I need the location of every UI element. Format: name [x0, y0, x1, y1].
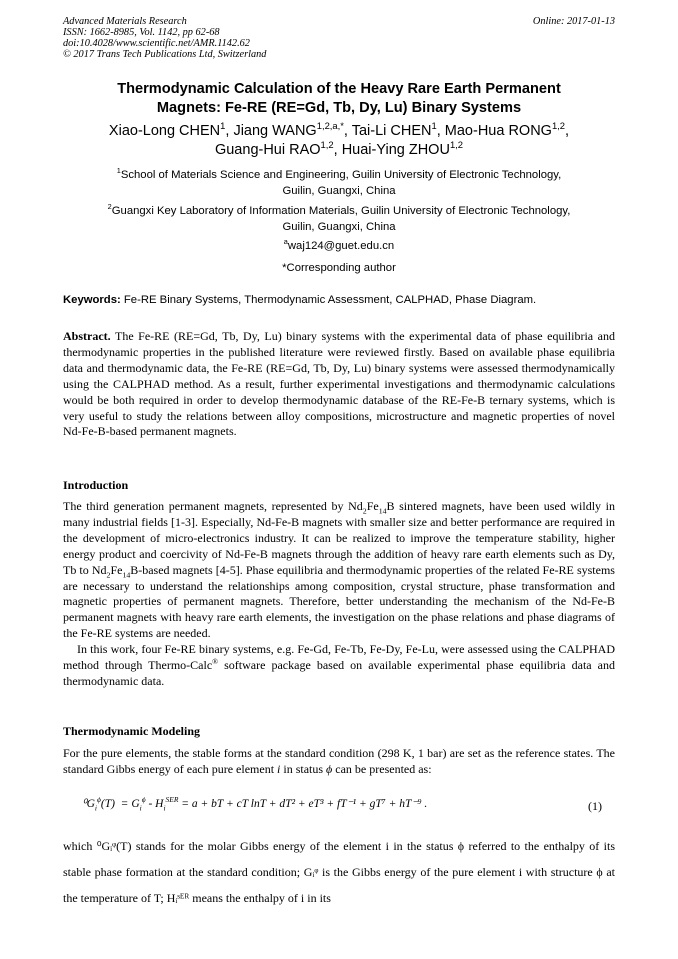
affiliation-line: School of Materials Science and Engineering, Guilin University of Electronic Technology, [120, 169, 562, 181]
intro-paragraph-2: In this work, four Fe-RE binary systems, e.g. Fe-Gd, Fe-Tb, Fe-Dy, Fe-Lu, were assessed using the CALPHAD method through Thermo-Calc® software package based on available experimental phase equilibria data and thermodynamic data. [63, 642, 615, 688]
author-name: Xiao-Long CHEN [108, 123, 221, 139]
author-name: Mao-Hua RONG [444, 123, 552, 139]
keywords [63, 294, 615, 306]
author-sup: 1 [220, 120, 226, 132]
email-address[interactable]: waj124@guet.edu.cn [287, 240, 395, 252]
equation-number: (1) [588, 799, 602, 813]
author-sup: 1 [431, 120, 437, 132]
abstract-text: The Fe-RE (RE=Gd, Tb, Dy, Lu) binary systems with the experimental data of phase equilibria and thermodynamic properties in the published literature were reviewed firstly. Based on available phase equilibria data and thermodynamic data, the Fe-RE (RE=Gd, Tb, Dy, Lu) binary systems were assessed thermodynamically using the CALPHAD method. As a result, further experimental investigations and thermodynamic calculations would be both required in order to develop thermodynamic database of the RE-Fe-B ternary systems, which is very useful to study the relations between alloy compositions, microstructure and magnetic properties of novel Nd-Fe-B-based permanent magnets. [63, 329, 615, 439]
author-sup: 1,2,a,* [316, 120, 344, 132]
affiliation-sup: 1 [116, 166, 121, 176]
gibbs-energy-equation: $^0G_i^\phi(T) = G_i^\phi - H_i^{SER} = a$ + bT + cT lnT + dT² + eT³ + fT⁻¹ + gT⁷ + hT⁻⁹ . [82, 795, 428, 813]
email-sup: a [283, 237, 288, 247]
equation-body: = a + bT + cT lnT + dT² + eT³ + fT⁻¹ + gT⁷ + hT⁻⁹ . [181, 798, 428, 810]
affiliation-line: Guilin, Guangxi, China [282, 185, 396, 197]
definition-paragraph: which ⁰Gᵢᵠ(T) stands for the molar Gibbs energy of the element i in the status ϕ referred to the enthalpy of its stable phase formation at the standard condition; Gᵢᵠ is the Gibbs energy of the pure element i with structure ϕ at the temperature of T; Hᵢˢᴱᴿ means the enthalpy of i in its [63, 839, 615, 905]
author-sup: 1,2 [320, 139, 334, 151]
corresponding-author-note: *Corresponding author [282, 262, 396, 274]
equation-lhs: ⁰G [82, 798, 95, 810]
paper-title [63, 80, 615, 118]
abstract [63, 329, 615, 440]
affiliation-line: Guilin, Guangxi, China [282, 221, 396, 233]
modeling-paragraph: For the pure elements, the stable forms at the standard condition (298 K, 1 bar) are set as the reference states. The standard Gibbs energy of each pure element i in status ϕ can be presented as: [63, 746, 615, 776]
abstract-label: Abstract. [63, 329, 111, 343]
introduction-heading: Introduction [63, 478, 129, 492]
journal-name: Advanced Materials Research [63, 16, 187, 27]
author-list: Xiao-Long CHEN$^1$, Jiang $WANG^{1,2,a,*}$, Tai-Li CHEN$^1$, Mao-Hua RONG$^{1,2}$, Guang-Hui RAO$^{1,2}$, Huai-Ying ZHOU$^{1,2}$ [108, 120, 570, 158]
author-sup: 1,2 [449, 139, 464, 151]
intro-paragraph-1: The third generation permanent magnets, represented by $Nd_2Fe_{14}B$ sintered magnets, have been used wildly in many industrial fields [1-3]. Especially, Nd-Fe-B magnets with smaller size and better performance are required in the development of micro-electronics industry. It can be realized to improve the temperature stability, higher energy product and coercivity of Nd-Fe-B magnets through the addition of heavy rare earth elements such as Dy, Tb to $Nd_2Fe_{14}B$-based magnets [4-5]. Phase equilibria and thermodynamic properties of the related Fe-RE systems are necessary to understand the relationships among composition, crystal structure, phase transformation and magnetic properties of permanent magnets. Therefore, better understanding the mechanism of the Nd-Fe-B permanent magnets with heavy rare earth elements, the investigation on the phase relations and phase diagrams of the Fe-RE systems are needed. [63, 499, 615, 641]
author-name: Huai-Ying ZHOU [341, 142, 450, 158]
affiliation-1 [63, 167, 615, 199]
issn-line: ISSN: 1662-8985, Vol. 1142, pp 62-68 [63, 27, 220, 38]
title-line-1: Thermodynamic Calculation of the Heavy Rare Earth Permanent [117, 81, 561, 97]
keywords-label: Keywords: [63, 294, 121, 306]
author-name: Tai-Li CHEN [351, 123, 432, 139]
title-line-2: Magnets: Fe-RE (RE=Gd, Tb, Dy, Lu) Binary Systems [156, 100, 522, 116]
introduction-body [63, 499, 615, 690]
affiliation-2 [63, 203, 615, 235]
copyright-line: © 2017 Trans Tech Publications Ltd, Switzerland [63, 49, 267, 60]
affiliation-sup: 2 [107, 202, 112, 212]
modeling-heading: Thermodynamic Modeling [63, 724, 200, 738]
keywords-text: Fe-RE Binary Systems, Thermodynamic Assessment, CALPHAD, Phase Diagram. [123, 294, 537, 306]
author-sup: 1,2 [551, 120, 566, 132]
doi-line: doi:10.4028/www.scientific.net/AMR.1142.62 [63, 38, 250, 49]
author-name: Jiang WANG [233, 123, 317, 139]
email-line [63, 238, 615, 254]
online-date: Online: 2017-01-13 [532, 16, 615, 27]
author-name: Guang-Hui RAO [214, 142, 321, 158]
affiliation-line: Guangxi Key Laboratory of Information Materials, Guilin University of Electronic Technology, [111, 205, 571, 217]
